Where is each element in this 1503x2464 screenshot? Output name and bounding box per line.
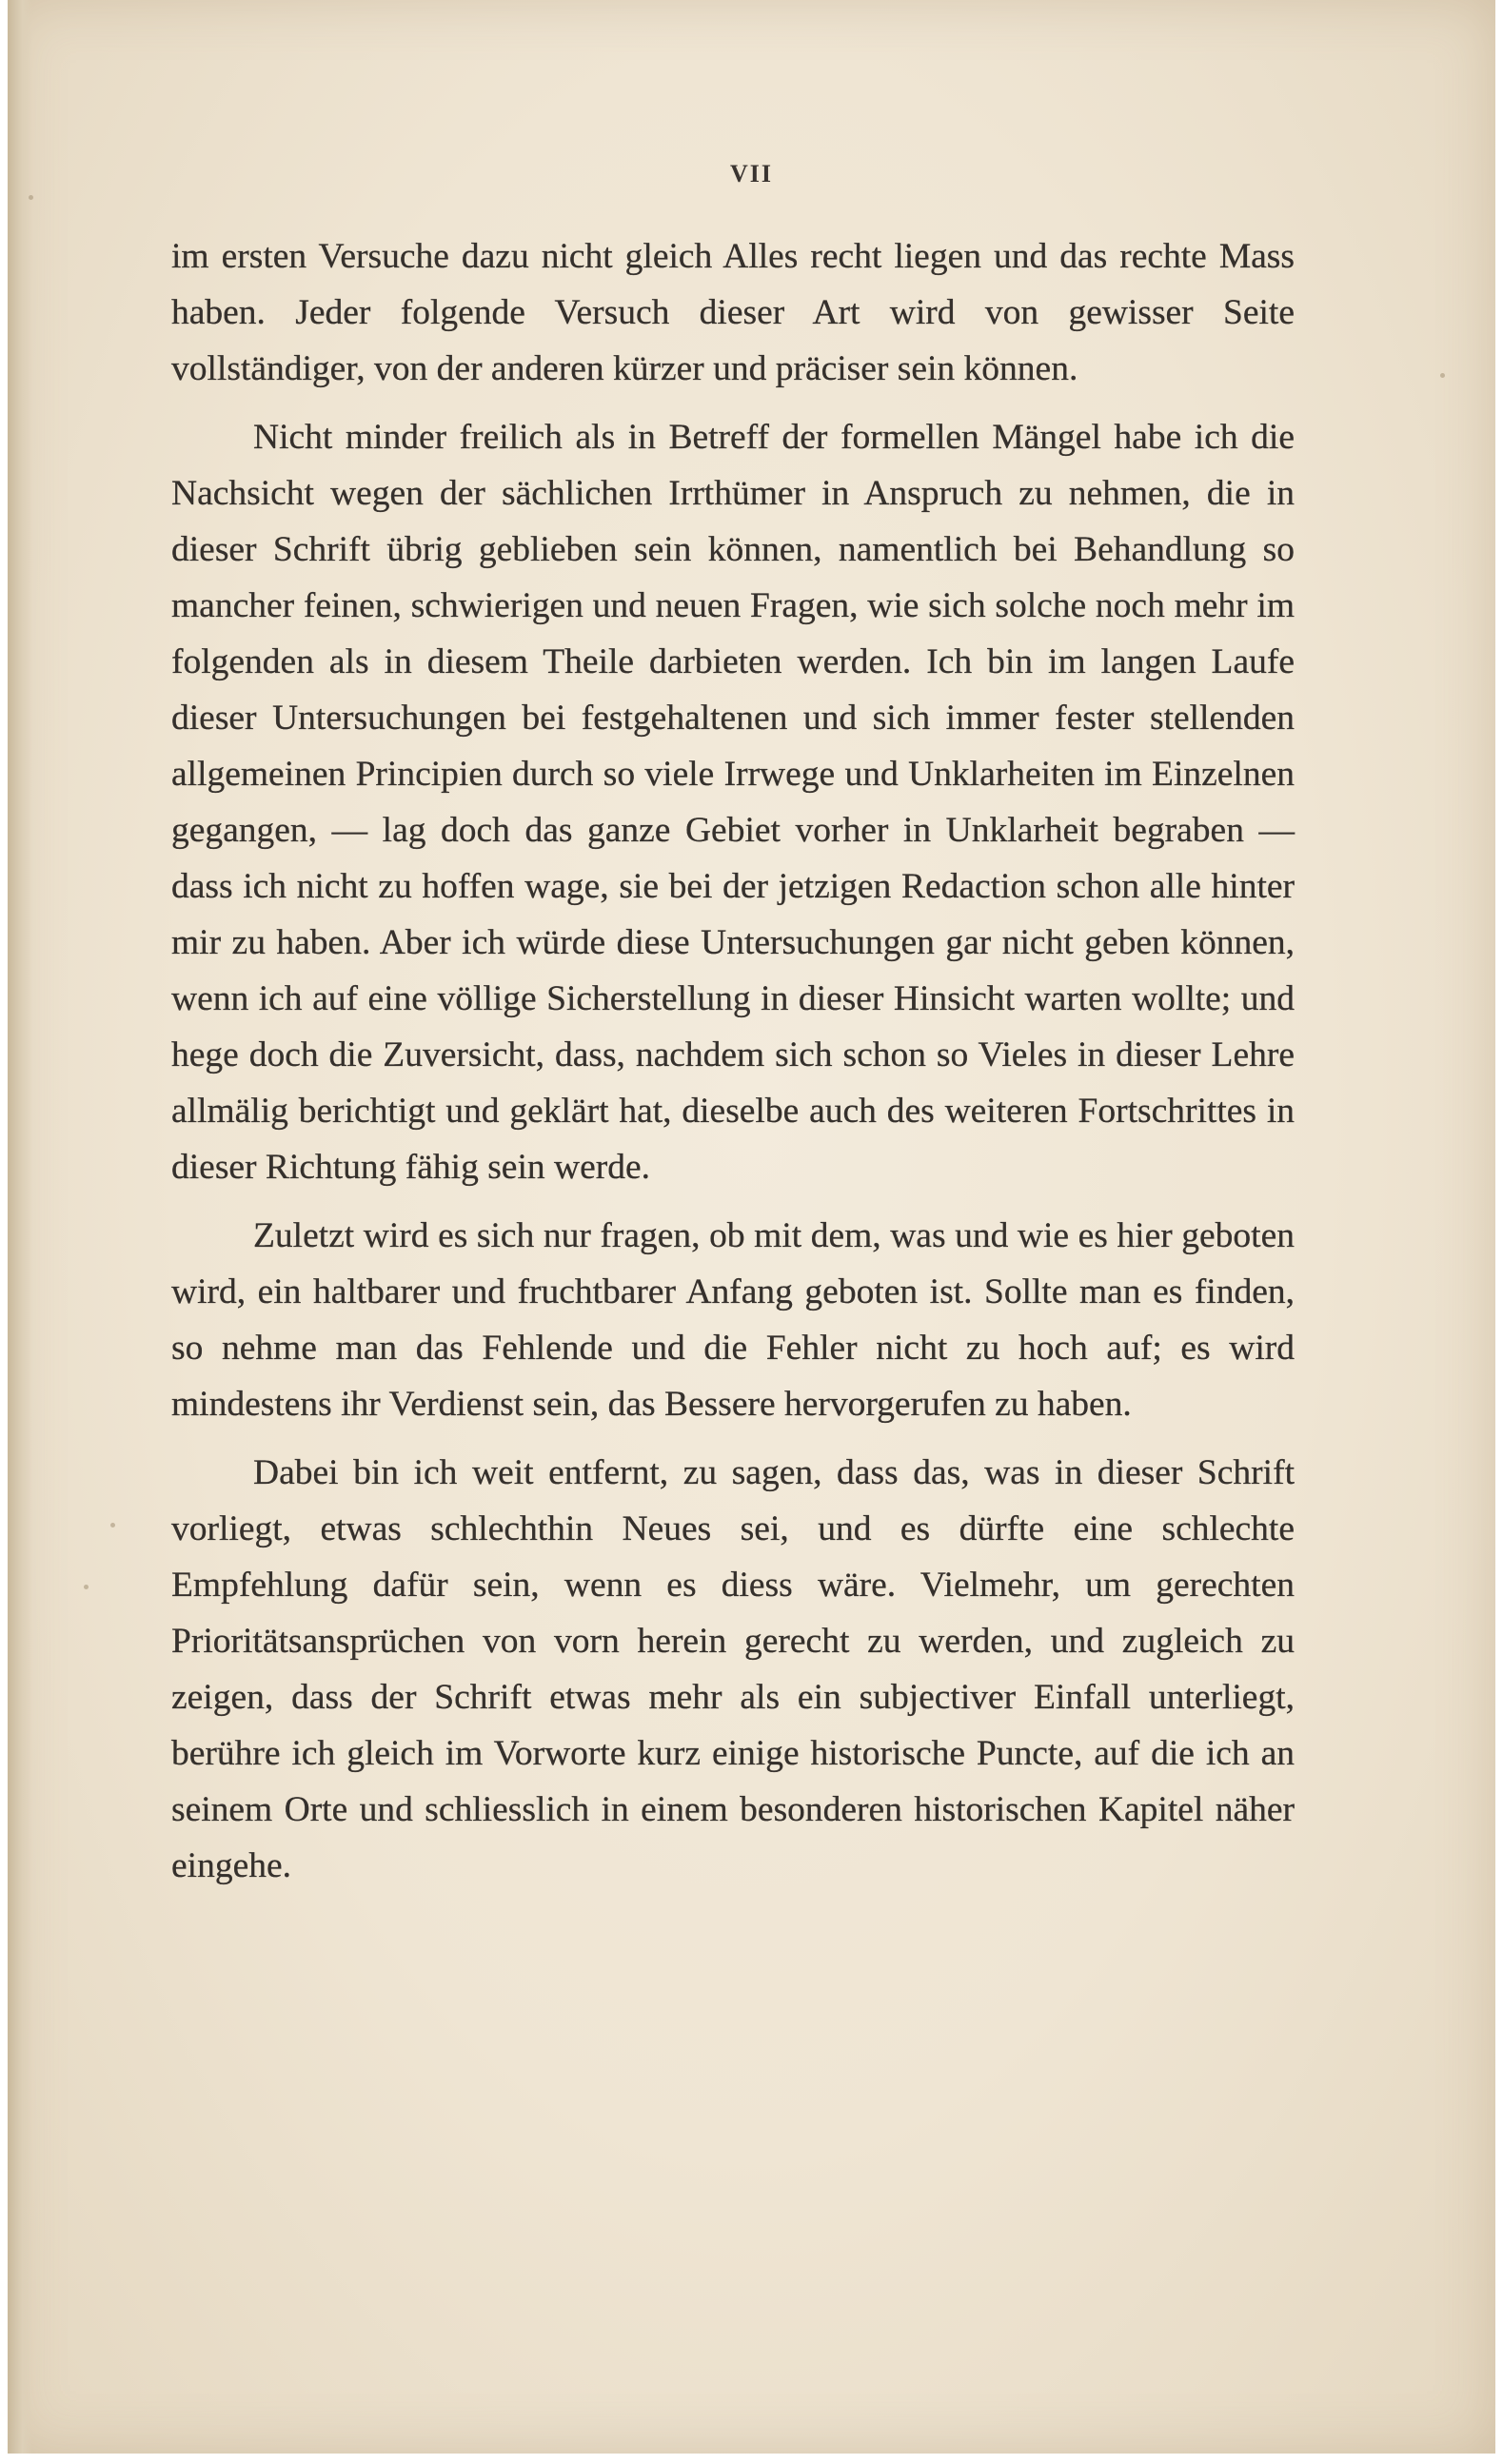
body-text xyxy=(171,228,1295,1906)
paper-speck xyxy=(1440,373,1445,378)
paragraph-1: im ersten Versuche dazu nicht gleich Alles recht liegen und das rechte Mass haben. Jeder folgende Versuch dieser Art wird von gewisser Seite vollständiger, von der anderen kürzer und präciser sein können. xyxy=(171,237,1295,388)
scanned-page xyxy=(8,0,1495,2454)
paper-speck xyxy=(84,1585,89,1589)
paragraph-4: Dabei bin ich weit entfernt, zu sagen, dass das, was in dieser Schrift vorliegt, etwas schlechthin Neues sei, und es dürfte eine schlechte Empfehlung dafür sein, wenn es diess wäre. Vielmehr, um gerechten Prioritätsansprüchen von vorn herein gerecht zu werden, und zugleich zu zeigen, dass der Schrift etwas mehr als ein subjectiver Einfall unterliegt, berühre ich gleich im Vorworte kurz einige historische Puncte, auf die ich an seinem Orte und schliesslich in einem besonderen historischen Kapitel näher eingehe. xyxy=(171,1453,1295,1885)
paper-speck xyxy=(110,1523,115,1528)
page-spine-shadow xyxy=(8,0,32,2454)
paragraph-2: Nicht minder freilich als in Betreff der formellen Mängel habe ich die Nachsicht wegen der sächlichen Irrthümer in Anspruch zu nehmen, die in dieser Schrift übrig geblieben sein können, namentlich bei Behandlung so mancher feinen, schwierigen und neuen Fragen, wie sich solche noch mehr im folgenden als in diesem Theile darbieten werden. Ich bin im langen Laufe dieser Untersuchungen bei festgehaltenen und sich immer fester stellenden allgemeinen Principien durch so viele Irrwege und Unklarheiten im Einzelnen gegangen, — lag doch das ganze Gebiet vorher in Unklarheit begraben — dass ich nicht zu hoffen wage, sie bei der jetzigen Redaction schon alle hinter mir zu haben. Aber ich würde diese Untersuchungen gar nicht geben können, wenn ich auf eine völlige Sicherstellung in dieser Hinsicht warten wollte; und hege doch die Zuversicht, dass, nachdem sich schon so Vieles in dieser Lehre allmälig berichtigt und geklärt hat, dieselbe auch des weiteren Fortschrittes in dieser Richtung fähig sein werde. xyxy=(171,418,1295,1187)
page-number: VII xyxy=(729,160,773,187)
paragraph-3: Zuletzt wird es sich nur fragen, ob mit dem, was und wie es hier geboten wird, ein haltbarer und fruchtbarer Anfang geboten ist. Sollte man es finden, so nehme man das Fehlende und die Fehler nicht zu hoch auf; es wird mindestens ihr Verdienst sein, das Bessere hervorgerufen zu haben. xyxy=(171,1216,1295,1424)
paper-speck xyxy=(29,195,33,200)
